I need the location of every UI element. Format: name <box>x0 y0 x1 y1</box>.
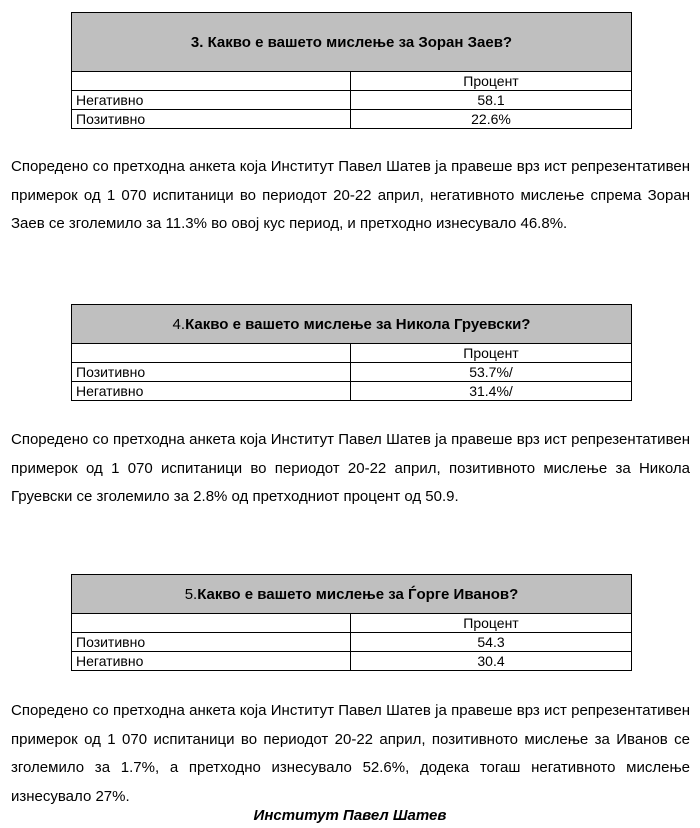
row-label: Негативно <box>72 382 351 401</box>
row-value: 30.4 <box>351 652 632 671</box>
row-label: Позитивно <box>72 633 351 652</box>
paragraph-zaev: Споредено со претходна анкета која Институт Павел Шатев ја правеше врз ист репрезентативен примерок од 1 070 испитаници во периодот 20-22 април, негативното мислење спрема Зоран Заев се зголемило за 11.3% во овој кус период, и претходно изнесувало 46.8%. <box>11 158 690 232</box>
table-title <box>72 575 632 614</box>
row-value: 22.6% <box>351 110 632 129</box>
table-title-text: Какво е вашето мислење за Ѓорге Иванов? <box>197 585 519 603</box>
row-value: 54.3 <box>351 633 632 652</box>
table-row <box>72 91 632 110</box>
table-title <box>72 305 632 344</box>
table-title-number: 5. <box>184 585 198 603</box>
row-label: Негативно <box>72 652 351 671</box>
table-row <box>72 382 632 401</box>
table-title-number: 4. <box>172 315 186 333</box>
table-row <box>72 652 632 671</box>
table-title: 3. Какво е вашето мислење за Зоран Заев? <box>72 13 632 72</box>
row-value: 53.7%/ <box>351 363 632 382</box>
table-row <box>72 110 632 129</box>
table-title-text: Какво е вашето мислење за Никола Груевски? <box>185 315 531 333</box>
row-label: Негативно <box>72 91 351 110</box>
row-label: Позитивно <box>72 363 351 382</box>
survey-table-zaev <box>71 12 632 129</box>
column-header: Процент <box>351 344 632 363</box>
survey-table-ivanov <box>71 574 632 671</box>
survey-table-gruevski <box>71 304 632 401</box>
column-header: Процент <box>351 614 632 633</box>
row-label: Позитивно <box>72 110 351 129</box>
table-row <box>72 633 632 652</box>
row-value: 58.1 <box>351 91 632 110</box>
table-row <box>72 363 632 382</box>
empty-header-cell <box>72 72 351 91</box>
signature: Институт Павел Шатев <box>253 807 447 824</box>
paragraph-ivanov: Споредено со претходна анкета која Институт Павел Шатев ја правеше врз ист репрезентативен примерок од 1 070 испитаници во периодот 20-22 април, позитивното мислење за Иванов се зголемило за 1.7%, а претходно изнесувало 52.6%, додека тогаш негативното мислење изнесувало 27%. <box>11 702 690 805</box>
empty-header-cell <box>72 344 351 363</box>
paragraph-gruevski: Споредено со претходна анкета која Институт Павел Шатев ја правеше врз ист репрезентативен примерок од 1 070 испитаници во периодот 20-22 април, позитивното мислење за Никола Груевски се зголемило за 2.8% од претходниот процент од 50.9. <box>11 431 690 505</box>
empty-header-cell <box>72 614 351 633</box>
column-header: Процент <box>351 72 632 91</box>
row-value: 31.4%/ <box>351 382 632 401</box>
